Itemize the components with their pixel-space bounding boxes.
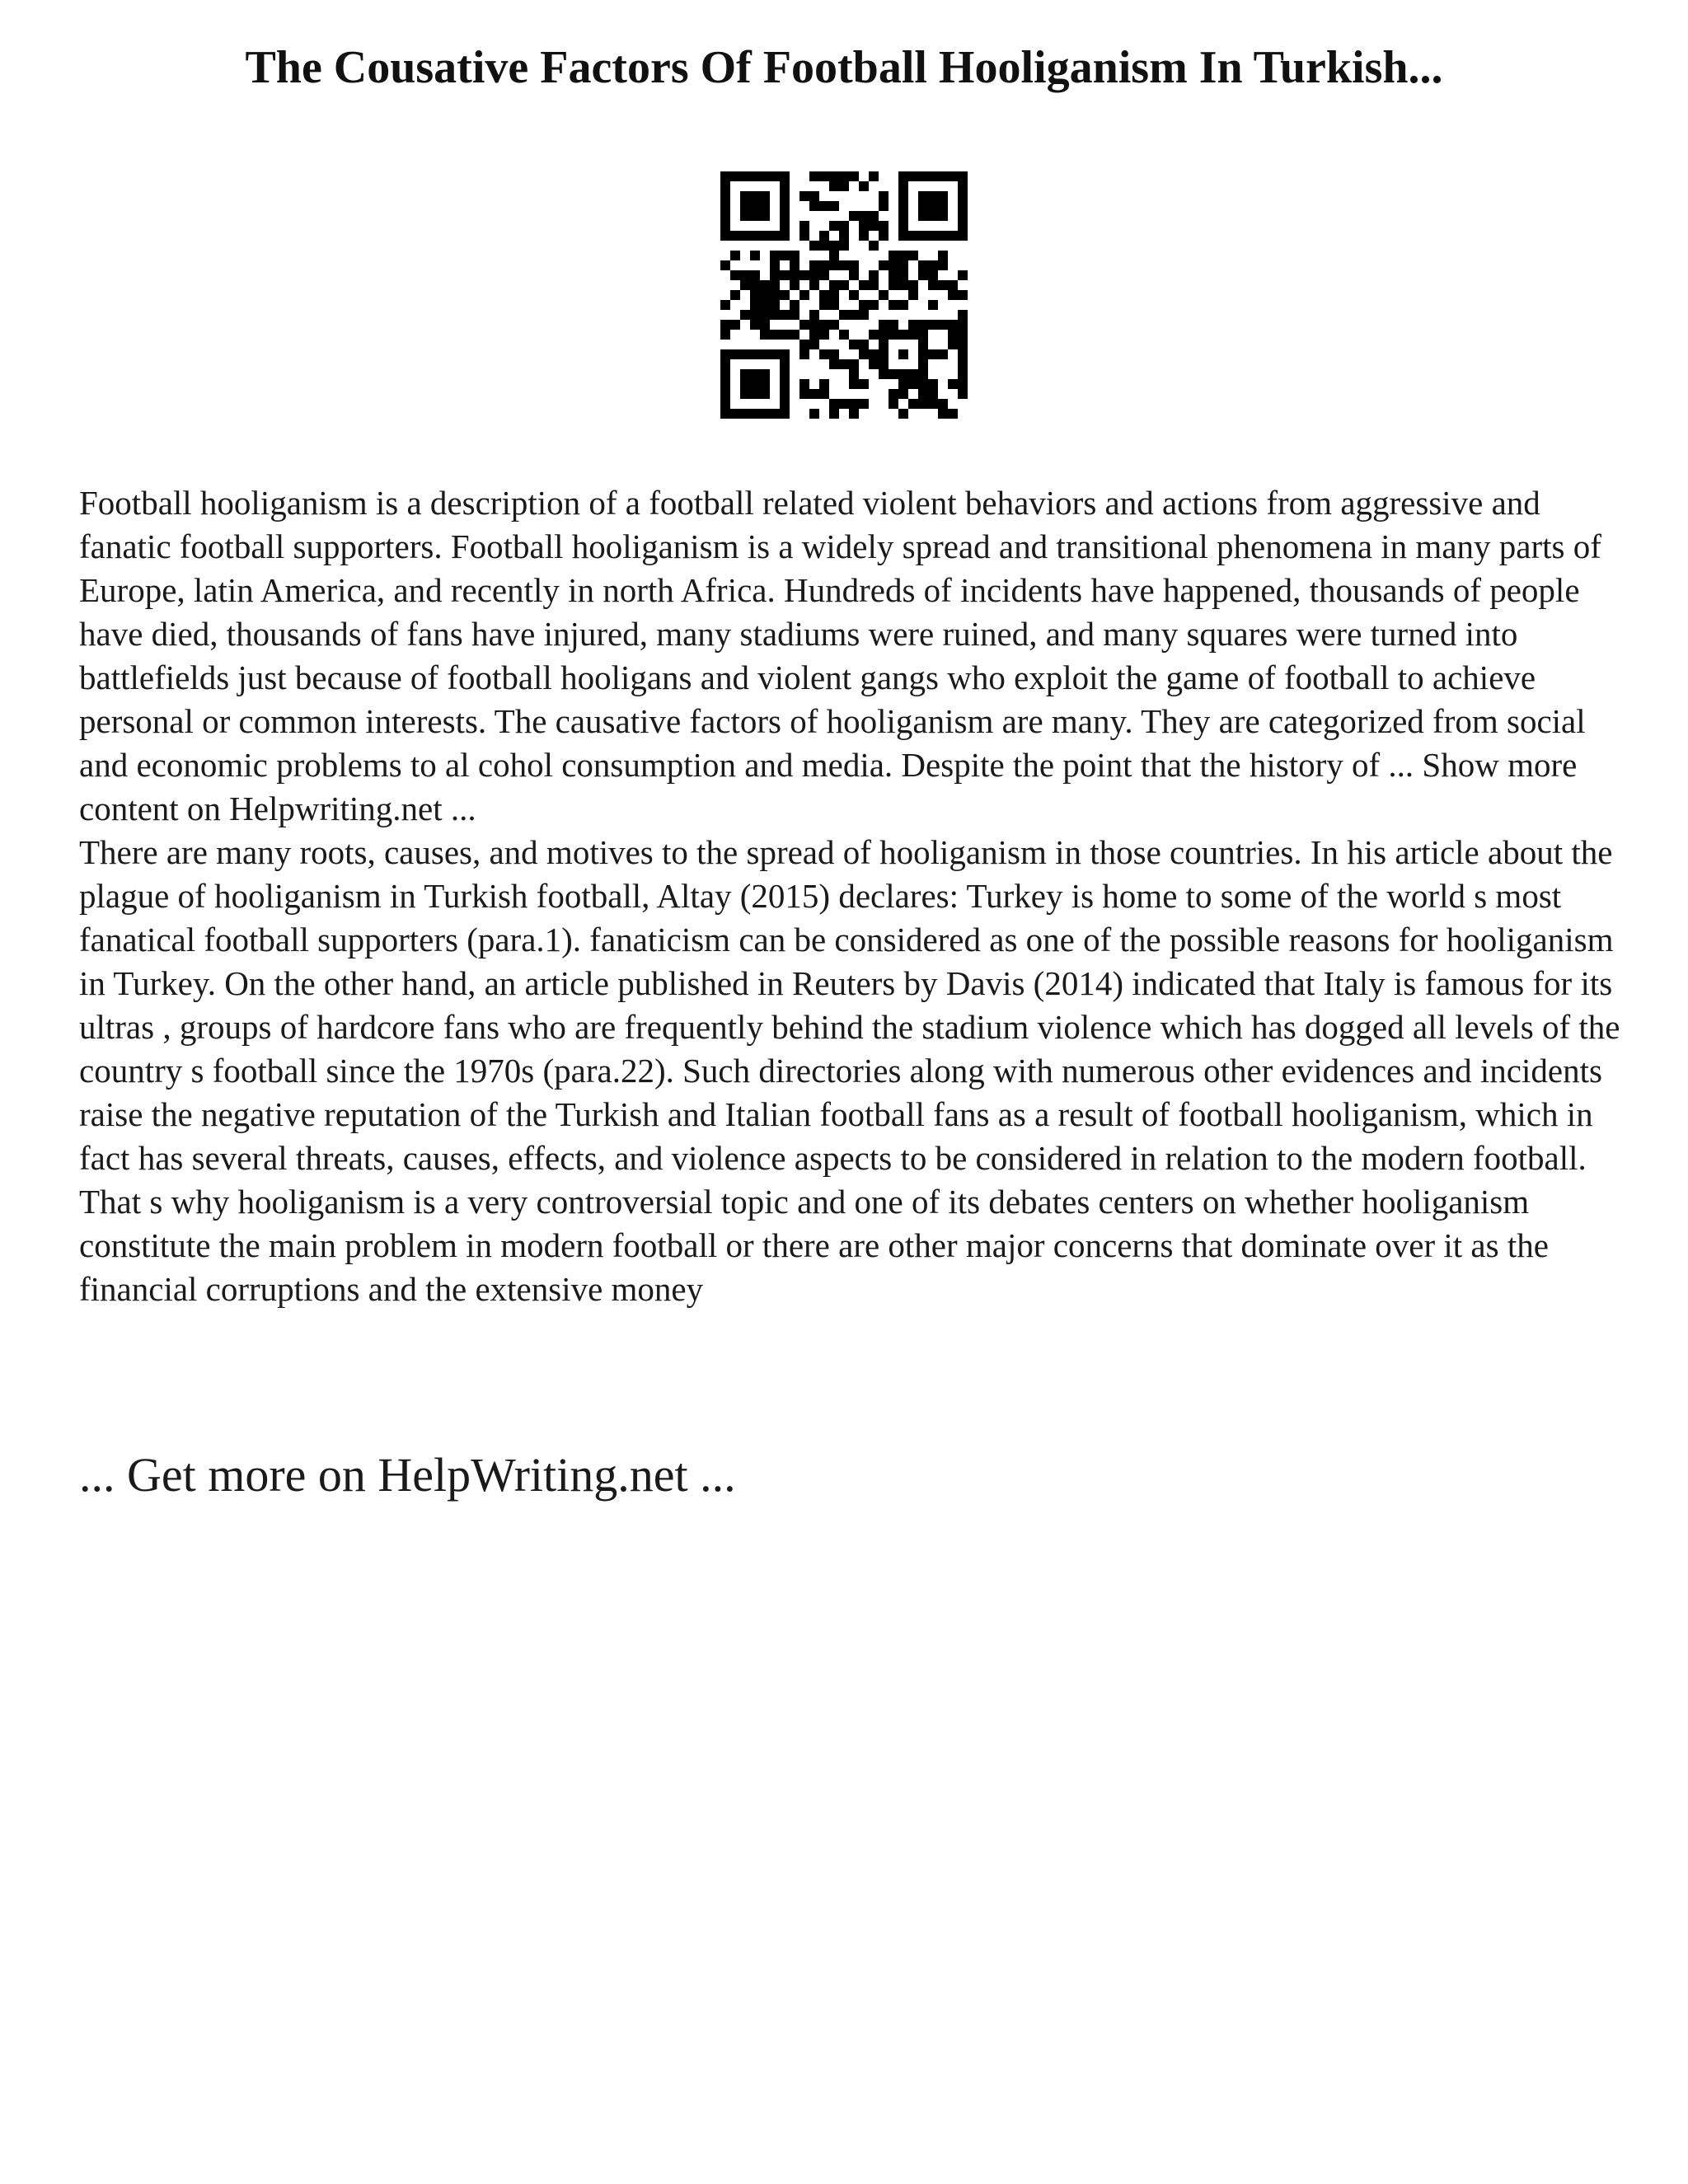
paragraph-intro: Football hooliganism is a description of a football related violent behaviors and actions from aggressive and fanatic football supporters. Football hooliganism is a widely spread and transitional phenomena in many parts of Europe, latin America, and recently in north Africa. Hundreds of incidents have happened, thousands of people have died, thousands of fans have injured, many stadiums were ruined, and many squares were turned into battlefields just because of football hooligans and violent gangs who exploit the game of football to achieve personal or common interests. The causative factors of hooliganism are many. They are categorized from social and economic problems to al cohol consumption and media. Despite the point that the history of ... Show more content on Helpwriting.net ... (79, 484, 1601, 827)
article-body (79, 481, 1629, 1311)
document-title: The Cousative Factors Of Football Hooliganism In Turkish... (245, 42, 1443, 93)
paragraph-roots: There are many roots, causes, and motives to the spread of hooliganism in those countries. In his article about the plague of hooliganism in Turkish football, Altay (2015) declares: Turkey is home to some of the world s most fanatical football supporters (para.1). fanaticism can be considered as one of the possible reasons for hooliganism in Turkey. On the other hand, an article published in Reuters by Davis (2014) indicated that Italy is famous for its ultras , groups of hardcore fans who are frequently behind the stadium violence which has dogged all levels of the country s football since the 1970s (para.22). Such directories along with numerous other evidences and incidents raise the negative reputation of the Turkish and Italian football fans as a result of football hooliganism, which in fact has several threats, causes, effects, and violence aspects to be considered in relation to the modern football. That s why hooliganism is a very controversial topic and one of its debates centers on whether hooliganism constitute the main problem in modern football or there are other major concerns that dominate over it as the financial corruptions and the extensive money (79, 833, 1620, 1308)
qr-code-icon (720, 171, 968, 419)
get-more-link[interactable]: ... Get more on HelpWriting.net ... (79, 1448, 736, 1502)
